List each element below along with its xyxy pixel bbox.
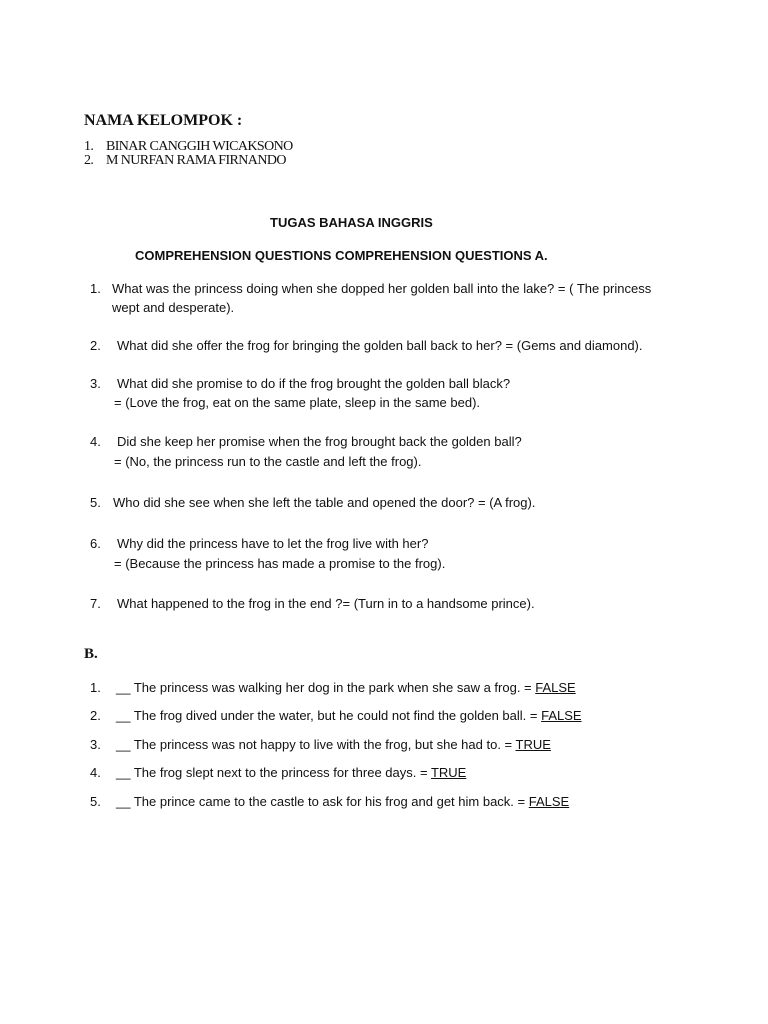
true-false-item: [90, 794, 569, 809]
answer-value: FALSE: [541, 708, 582, 723]
question-number: 1.: [90, 281, 101, 296]
question-number: 5.: [90, 495, 101, 510]
question-line: Why did the princess have to let the frog live with her?: [117, 536, 429, 551]
answer-value: FALSE: [535, 680, 576, 695]
member-number: 1.: [84, 139, 94, 154]
item-number: 2.: [90, 708, 101, 723]
true-false-item: [90, 680, 576, 695]
answer-value: TRUE: [515, 737, 551, 752]
statement-text: __ The princess was not happy to live with the frog, but she had to. =: [116, 737, 516, 752]
section-a-title: COMPREHENSION QUESTIONS COMPREHENSION QUESTIONS A.: [135, 248, 548, 263]
question-line: wept and desperate).: [112, 300, 235, 315]
group-member: [84, 153, 286, 169]
question-line: = (Because the princess has made a promise to the frog).: [114, 556, 446, 571]
item-number: 3.: [90, 737, 101, 752]
true-false-item: [90, 708, 582, 723]
answer-value: TRUE: [430, 765, 467, 780]
member-number: 2.: [84, 153, 94, 168]
statement-text: __ The frog dived under the water, but he could not find the golden ball. =: [116, 708, 542, 723]
question-line: What was the princess doing when she dopped her golden ball into the lake? = ( The princess: [112, 281, 652, 296]
item-number: 5.: [90, 794, 101, 809]
question-line: What happened to the frog in the end ?= (Turn in to a handsome prince).: [117, 596, 535, 611]
section-b-label: B.: [84, 646, 98, 662]
answer-value: FALSE: [528, 794, 570, 809]
question-line: Who did she see when she left the table and opened the door? = (A frog).: [113, 495, 536, 510]
member-name: BINAR CANGGIH WICAKSONO: [106, 139, 293, 154]
question-line: = (No, the princess run to the castle and left the frog).: [114, 454, 422, 469]
question-number: 4.: [90, 434, 101, 449]
statement-text: __ The prince came to the castle to ask for his frog and get him back. =: [116, 794, 529, 809]
question-line: What did she offer the frog for bringing the golden ball back to her? = (Gems and diamond).: [117, 338, 643, 353]
question-line: = (Love the frog, eat on the same plate, sleep in the same bed).: [114, 395, 481, 410]
question-number: 3.: [90, 376, 101, 391]
document-title: TUGAS BAHASA INGGRIS: [270, 215, 433, 230]
statement-text: __ The princess was walking her dog in the park when she saw a frog. =: [116, 680, 536, 695]
question-line: Did she keep her promise when the frog brought back the golden ball?: [117, 434, 522, 449]
true-false-item: [90, 765, 466, 780]
item-number: 1.: [90, 680, 101, 695]
true-false-item: [90, 737, 551, 752]
question-number: 2.: [90, 338, 101, 353]
question-number: 6.: [90, 536, 101, 551]
statement-text: __ The frog slept next to the princess for three days. =: [116, 765, 431, 780]
group-heading: NAMA KELOMPOK :: [84, 112, 243, 129]
item-number: 4.: [90, 765, 101, 780]
question-number: 7.: [90, 596, 101, 611]
question-line: What did she promise to do if the frog brought the golden ball black?: [117, 376, 511, 391]
member-name: M NURFAN RAMA FIRNANDO: [106, 153, 286, 168]
